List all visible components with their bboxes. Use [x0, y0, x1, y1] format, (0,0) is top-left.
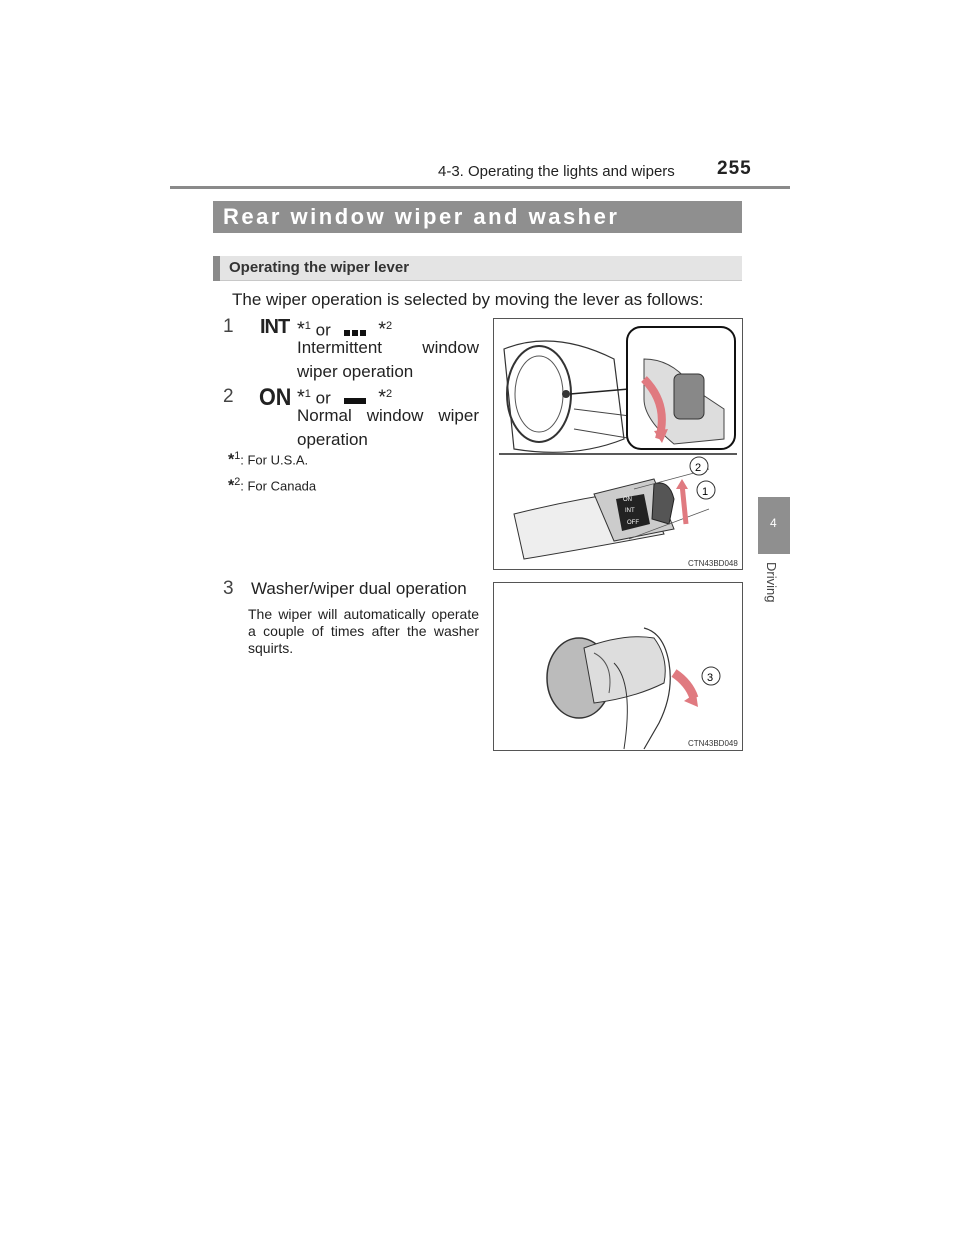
chapter-tab-number: 4 [770, 516, 777, 530]
chapter-tab-label: Driving [764, 562, 779, 603]
wiper-lever-illustration [494, 319, 742, 569]
item-number-3: 3 [223, 578, 234, 599]
item-2-marks: *$^1$ or *$^2$ [297, 382, 392, 411]
int-symbol: INT [260, 316, 290, 338]
callout-3: 3 [707, 672, 714, 684]
figure-wiper-lever [493, 318, 743, 570]
lever-label-on: ON [623, 497, 632, 503]
section-heading: 4-3. Operating the lights and wipers [438, 163, 675, 180]
on-symbol: ON [259, 384, 292, 411]
subtitle-accent [213, 256, 220, 281]
lever-label-int: INT [625, 508, 635, 514]
callout-2: 2 [695, 462, 702, 474]
intro-text: The wiper operation is selected by moving the lever as follows: [232, 290, 704, 309]
page-number: 255 [717, 158, 752, 179]
lever-label-off: OFF [627, 520, 639, 526]
callout-1: 1 [702, 486, 709, 498]
figure-code: CTN43BD049 [688, 739, 738, 748]
washer-illustration [494, 583, 742, 750]
item-number-1: 1 [223, 316, 234, 337]
item-number-2: 2 [223, 386, 234, 407]
page-title: Rear window wiper and washer [223, 204, 620, 229]
footnote-1: *$^1$: For U.S.A. [228, 450, 309, 469]
item-3-text: Washer/wiper dual operation [251, 579, 467, 598]
figure-code: CTN43BD048 [688, 559, 738, 568]
subtitle: Operating the wiper lever [229, 259, 410, 276]
header-rule [170, 186, 790, 189]
figure-washer [493, 582, 743, 751]
item-3-detail: The wiper will automatically operate a couple of times after the washer squirts. [248, 606, 479, 656]
item-2-text: Normal window wiper operation [297, 406, 479, 449]
item-1-text: Intermittent window wiper operation [297, 338, 479, 381]
footnote-2: *$^2$: For Canada [228, 476, 317, 495]
item-1-marks: *$^1$ or *$^2$ [297, 314, 392, 343]
